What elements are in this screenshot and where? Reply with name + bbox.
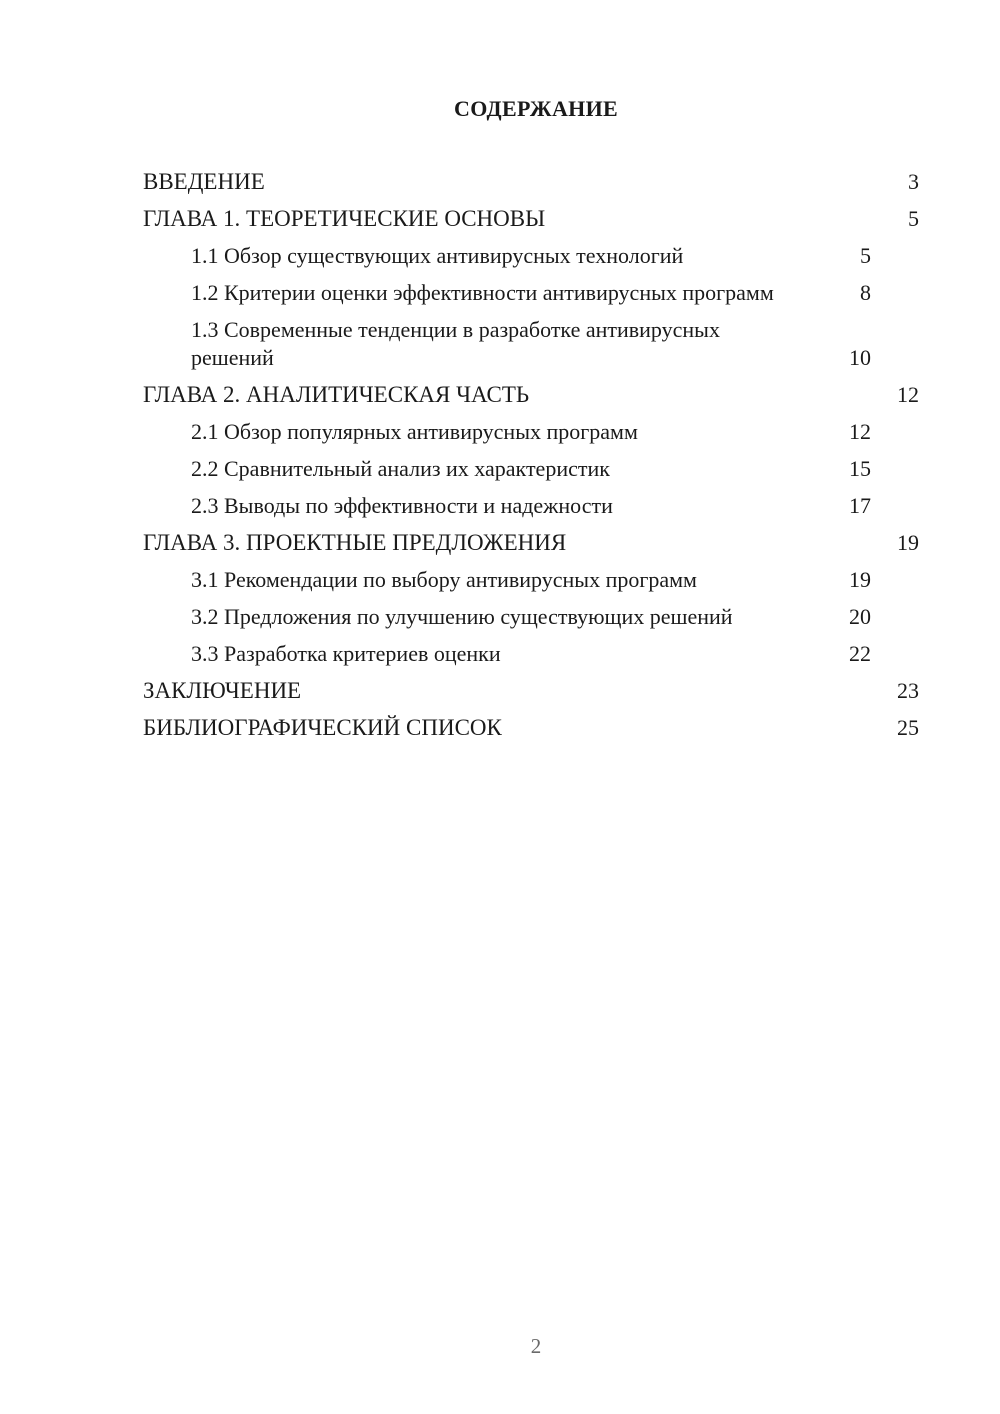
toc-entry-page: 17: [849, 493, 871, 518]
toc-entry-page: 20: [849, 604, 871, 629]
toc-entry-introduction[interactable]: [143, 168, 919, 196]
toc-entry-label: 3.3 Разработка критериев оценки: [191, 641, 501, 666]
toc-entry-page: 5: [908, 206, 919, 231]
toc-entry-label: ГЛАВА 2. АНАЛИТИЧЕСКАЯ ЧАСТЬ: [143, 382, 530, 407]
toc-entry-label: ЗАКЛЮЧЕНИЕ: [143, 678, 302, 703]
page-title: СОДЕРЖАНИЕ: [454, 96, 618, 121]
toc-entry-section-2-1[interactable]: [143, 418, 919, 446]
toc-entry-page: 12: [849, 419, 871, 444]
toc-entry-chapter-3[interactable]: [143, 529, 919, 557]
toc-entry-label: 1.1 Обзор существующих антивирусных технологий: [191, 243, 684, 268]
toc-entry-page: 15: [849, 456, 871, 481]
toc-entry-label: БИБЛИОГРАФИЧЕСКИЙ СПИСОК: [143, 715, 502, 740]
toc-entry-label: 2.3 Выводы по эффективности и надежности: [191, 493, 613, 518]
page-number: 2: [530, 1334, 542, 1358]
toc-entry-page: 10: [849, 345, 871, 370]
toc-entry-chapter-1[interactable]: [143, 205, 919, 233]
toc-entry-label: 2.1 Обзор популярных антивирусных программ: [191, 419, 638, 444]
toc-entry-label: ГЛАВА 1. ТЕОРЕТИЧЕСКИЕ ОСНОВЫ: [143, 206, 546, 231]
toc-entry-page: 3: [908, 169, 919, 194]
toc-entry-page: 22: [849, 641, 871, 666]
toc-entry-chapter-2[interactable]: [143, 381, 919, 409]
toc-entry-bibliography[interactable]: [143, 714, 919, 742]
toc-entry-label: 3.1 Рекомендации по выбору антивирусных программ: [191, 567, 697, 592]
table-of-contents: [143, 168, 919, 751]
toc-entry-conclusion[interactable]: [143, 677, 919, 705]
toc-entry-label: ВВЕДЕНИЕ: [143, 169, 265, 194]
toc-entry-section-1-1[interactable]: [143, 242, 919, 270]
toc-entry-section-3-3[interactable]: [143, 640, 919, 668]
toc-entry-section-2-3[interactable]: [143, 492, 919, 520]
toc-entry-label: ГЛАВА 3. ПРОЕКТНЫЕ ПРЕДЛОЖЕНИЯ: [143, 530, 567, 555]
toc-entry-label: 1.3 Современные тенденции в разработке антивирусных решений: [191, 317, 720, 370]
toc-entry-label: 2.2 Сравнительный анализ их характеристик: [191, 456, 610, 481]
toc-entry-section-1-3[interactable]: [143, 316, 919, 372]
toc-entry-page: 25: [897, 715, 919, 740]
toc-entry-page: 19: [897, 530, 919, 555]
toc-entry-label: 3.2 Предложения по улучшению существующих решений: [191, 604, 733, 629]
toc-entry-page: 12: [897, 382, 919, 407]
toc-entry-page: 8: [860, 280, 871, 305]
toc-entry-section-3-1[interactable]: [143, 566, 919, 594]
toc-entry-section-1-2[interactable]: [143, 279, 919, 307]
toc-entry-section-3-2[interactable]: [143, 603, 919, 631]
toc-entry-label: 1.2 Критерии оценки эффективности антивирусных программ: [191, 280, 774, 305]
toc-entry-page: 5: [860, 243, 871, 268]
toc-entry-page: 19: [849, 567, 871, 592]
toc-entry-page: 23: [897, 678, 919, 703]
toc-entry-section-2-2[interactable]: [143, 455, 919, 483]
